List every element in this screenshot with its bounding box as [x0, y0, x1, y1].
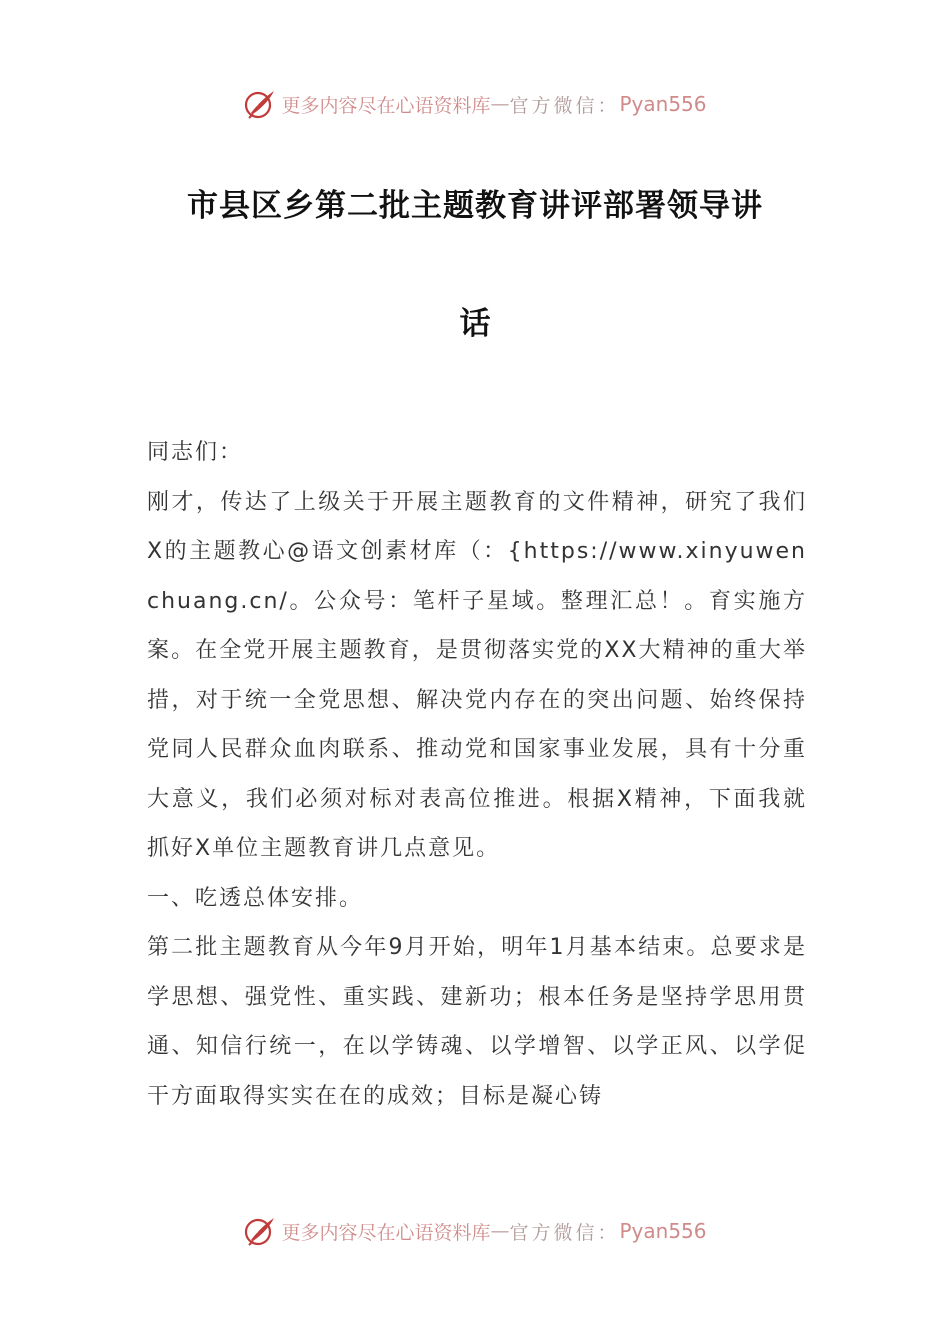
watermark-banner-top: [0, 84, 950, 124]
watermark-wechat-id: Pyan556: [619, 92, 707, 116]
watermark-banner-bottom: [0, 1211, 950, 1251]
document-body: [147, 428, 807, 1121]
salutation: 同志们：: [147, 440, 244, 465]
watermark-site-text: 更多内容尽在心语资料库: [281, 94, 491, 117]
watermark-wechat-id: Pyan556: [619, 1219, 707, 1243]
document-title-line1: 市县区乡第二批主题教育讲评部署领导讲: [187, 188, 763, 224]
watermark-separator: —: [490, 93, 510, 115]
pen-feather-logo-icon: [243, 1214, 277, 1248]
body-paragraph: 刚才，传达了上级关于开展主题教育的文件精神，研究了我们X的主题教心@语文创素材库（：{https://www.xinyuwenchuang.cn/。公众号：笔杆子星域。整理汇总！。育实施方案。在全党开展主题教育，是贯彻落实党的XX大精神的重大举措，对于统一全党思想、解决党内存在的突出问题、始终保持党同人民群众血肉联系、推动党和国家事业发展，具有十分重大意义，我们必须对标对表高位推进。根据X精神，下面我就抓好X单位主题教育讲几点意见。: [147, 489, 807, 861]
watermark-separator: —: [490, 1220, 510, 1242]
body-paragraph: 第二批主题教育从今年9月开始，明年1月基本结束。总要求是学思想、强党性、重实践、建新功；根本任务是坚持学思用贯通、知信行统一，在以学铸魂、以学增智、以学正风、以学促干方面取得实实在在的成效；目标是凝心铸: [147, 935, 807, 1109]
watermark-site-text: 更多内容尽在心语资料库: [281, 1221, 491, 1244]
watermark-wechat-label: 官方微信：: [509, 94, 620, 117]
pen-feather-logo-icon: [243, 87, 277, 121]
watermark-wechat-label: 官方微信：: [509, 1221, 620, 1244]
section-heading: 一、吃透总体安排。: [147, 885, 364, 911]
document-title-line2: 话: [459, 306, 491, 342]
